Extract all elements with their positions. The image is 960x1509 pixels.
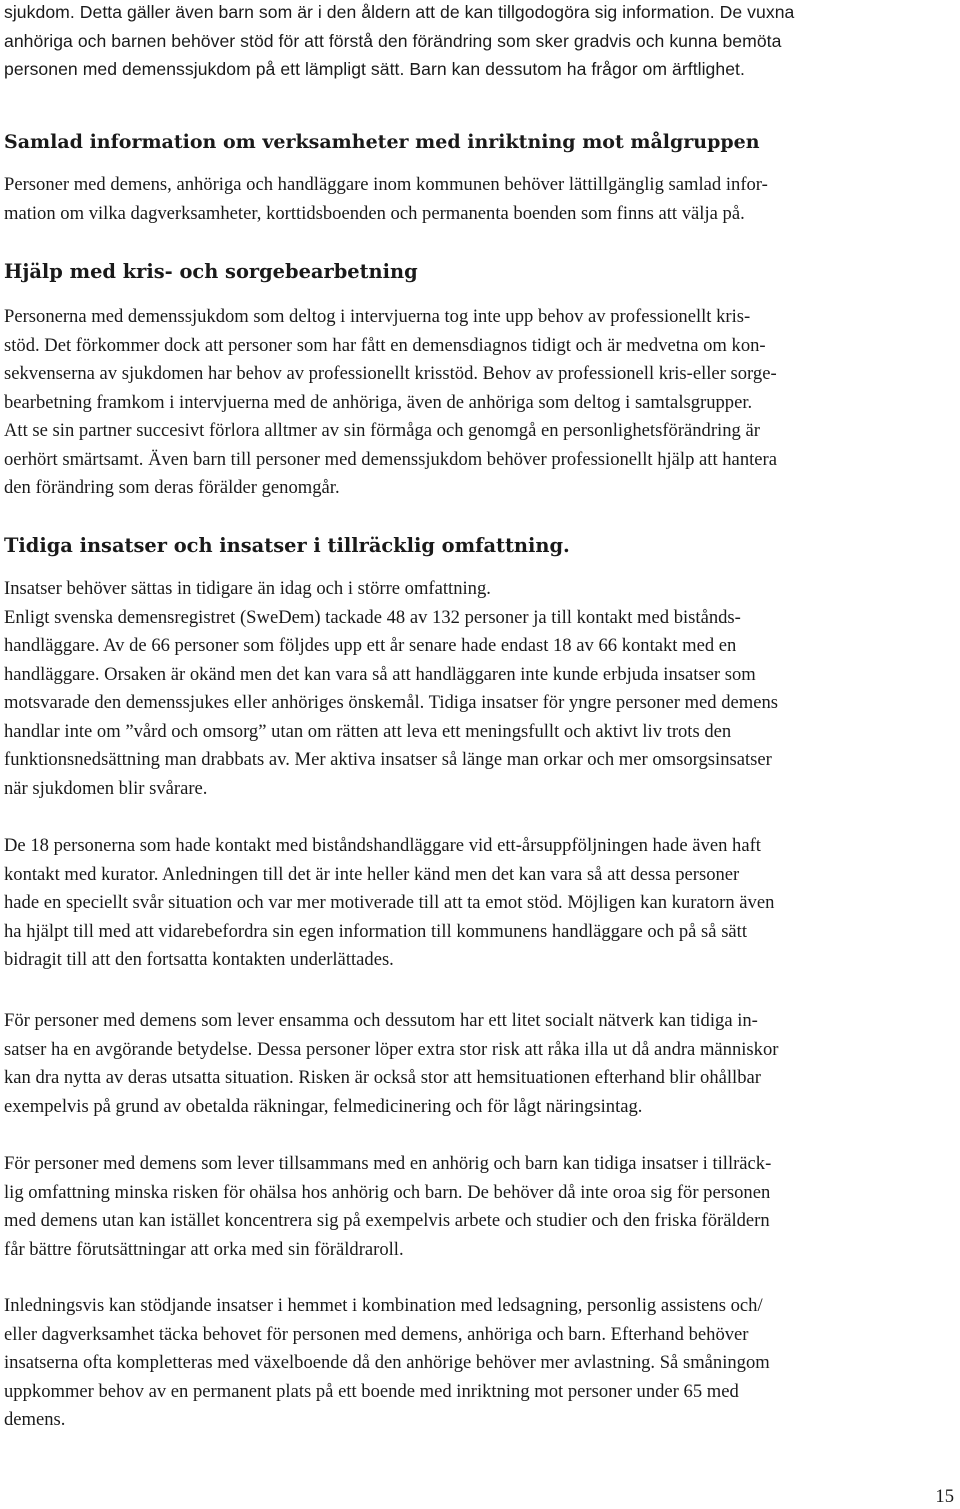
text-line: Inledningsvis kan stödjande insatser i hemmet i kombination med ledsagning, personlig assistens och/ (4, 1295, 763, 1316)
text-line: handläggare. Orsaken är okänd men det kan vara så att handläggaren inte kunde erbjuda insatser som (4, 663, 756, 685)
text-line: De 18 personerna som hade kontakt med biståndshandläggare vid ett-årsuppföljningen hade även haft (4, 835, 761, 856)
section-samlad-information-paragraph (4, 171, 768, 228)
text-line: Insatser behöver sättas in tidigare än idag och i större omfattning. (4, 578, 491, 599)
text-line: Personer med demens, anhöriga och handläggare inom kommunen behöver lättillgänglig samlad infor- (4, 174, 768, 195)
text-line: handlar inte om ”vård och omsorg” utan om rätten att leva ett meningsfullt och aktivt liv trots den (4, 720, 732, 742)
inledningsvis-paragraph (4, 1292, 770, 1435)
text-line: stöd. Det förkommer dock att personer som har fått en demensdiagnos tidigt och är medvetna om kon- (4, 334, 766, 356)
text-line: Att se sin partner succesivt förlora alltmer av sin förmåga och genomgå en personlighetsförändring är (4, 420, 760, 441)
text-line: sjukdom. Detta gäller även barn som är i den åldern att de kan tillgodogöra sig information. De vuxna (4, 2, 795, 22)
text-line: kan dra nytta av deras utsatta situation. Risken är också stor att hemsituationen efterhand blir ohållbar (4, 1067, 761, 1088)
text-line: den förändring som deras förälder genomgår. (4, 477, 340, 498)
text-line: lig omfattning minska risken för ohälsa hos anhörig och barn. De behöver då inte oroa sig för personen (4, 1181, 771, 1203)
text-line: handläggare. Av de 66 personer som följdes upp ett år senare hade endast 18 av 66 kontakt med en (4, 635, 737, 656)
text-line: oerhört smärtsamt. Även barn till personer med demenssjukdom behöver professionellt hjälp att hantera (4, 448, 777, 470)
text-line: när sjukdomen blir svårare. (4, 777, 208, 799)
text-line: För personer med demens som lever ensamma och dessutom har ett litet socialt nätverk kan tidiga in- (4, 1010, 758, 1031)
text-line: kontakt med kurator. Anledningen till det är inte heller känd men det kan vara så att dessa personer (4, 863, 740, 885)
page-number: 15 (935, 1486, 954, 1507)
text-line: Enligt svenska demensregistret (SweDem) tackade 48 av 132 personer ja till kontakt med bistånds- (4, 606, 741, 628)
text-line: demens. (4, 1409, 66, 1430)
text-line: satser ha en avgörande betydelse. Dessa personer löper extra stor risk att råka illa ut då andra människor (4, 1038, 779, 1060)
text-line: uppkommer behov av en permanent plats på ett boende med inriktning mot personer under 65 med (4, 1380, 739, 1402)
text-line: funktionsnedsättning man drabbats av. Mer aktiva insatser så länge man orkar och mer omsorgsinsatser (4, 749, 772, 770)
text-line: eller dagverksamhet täcka behovet för personen med demens, anhöriga och barn. Efterhand behöver (4, 1323, 749, 1345)
text-line: insatserna ofta kompletteras med växelboende då den anhörige behöver mer avlastning. Så småningom (4, 1352, 770, 1373)
text-line: anhöriga och barnen behöver stöd för att förstå den förändring som sker gradvis och kunna bemöta (4, 30, 782, 51)
text-line: Personerna med demenssjukdom som deltog i intervjuerna tog inte upp behov av professionellt kris- (4, 306, 751, 327)
tillsammans-paragraph (4, 1150, 771, 1264)
text-line: får bättre förutsättningar att orka med sin föräldraroll. (4, 1238, 404, 1260)
text-line: med demens utan kan istället koncentrera sig på exempelvis arbete och studier och den friska föräldern (4, 1210, 770, 1231)
section-tidiga-insatser-paragraph (4, 575, 778, 803)
kurator-paragraph (4, 832, 774, 975)
text-line: bearbetning framkom i intervjuerna med de anhöriga, även de anhöriga som deltog i samtalsgrupper. (4, 391, 753, 413)
ensamma-paragraph (4, 1007, 778, 1121)
section-heading-tidiga-insatser: Tidiga insatser och insatser i tillräcklig omfattning. (4, 534, 570, 557)
text-line: mation om vilka dagverksamheter, korttidsboenden och permanenta boenden som finns att välja på. (4, 202, 745, 224)
section-kris-paragraph (4, 303, 777, 503)
text-line: sekvenserna av sjukdomen har behov av professionellt krisstöd. Behov av professionell kris-eller sorge- (4, 363, 777, 384)
section-heading-samlad-information: Samlad information om verksamheter med inriktning mot målgruppen (4, 131, 760, 153)
intro-paragraph (4, 0, 794, 84)
text-line: ha hjälpt till med att vidarebefordra sin egen information till kommunens handläggare och på så sätt (4, 920, 748, 942)
text-line: motsvarade den demenssjukes eller anhöriges önskemål. Tidiga insatser för yngre personer med demens (4, 692, 779, 713)
section-heading-kris-och-sorgebearbetning: Hjälp med kris- och sorgebearbetning (4, 260, 418, 283)
text-line: För personer med demens som lever tillsammans med en anhörig och barn kan tidiga insatser i tillräck- (4, 1153, 772, 1174)
text-line: exempelvis på grund av obetalda räkningar, felmedicinering och för lågt näringsintag. (4, 1095, 643, 1117)
text-line: bidragit till att den fortsatta kontakten underlättades. (4, 949, 394, 970)
text-line: personen med demenssjukdom på ett lämpligt sätt. Barn kan dessutom ha frågor om ärftlighet. (4, 59, 745, 79)
text-line: hade en speciellt svår situation och var mer motiverade till att ta emot stöd. Möjligen kan kuratorn även (4, 892, 775, 913)
